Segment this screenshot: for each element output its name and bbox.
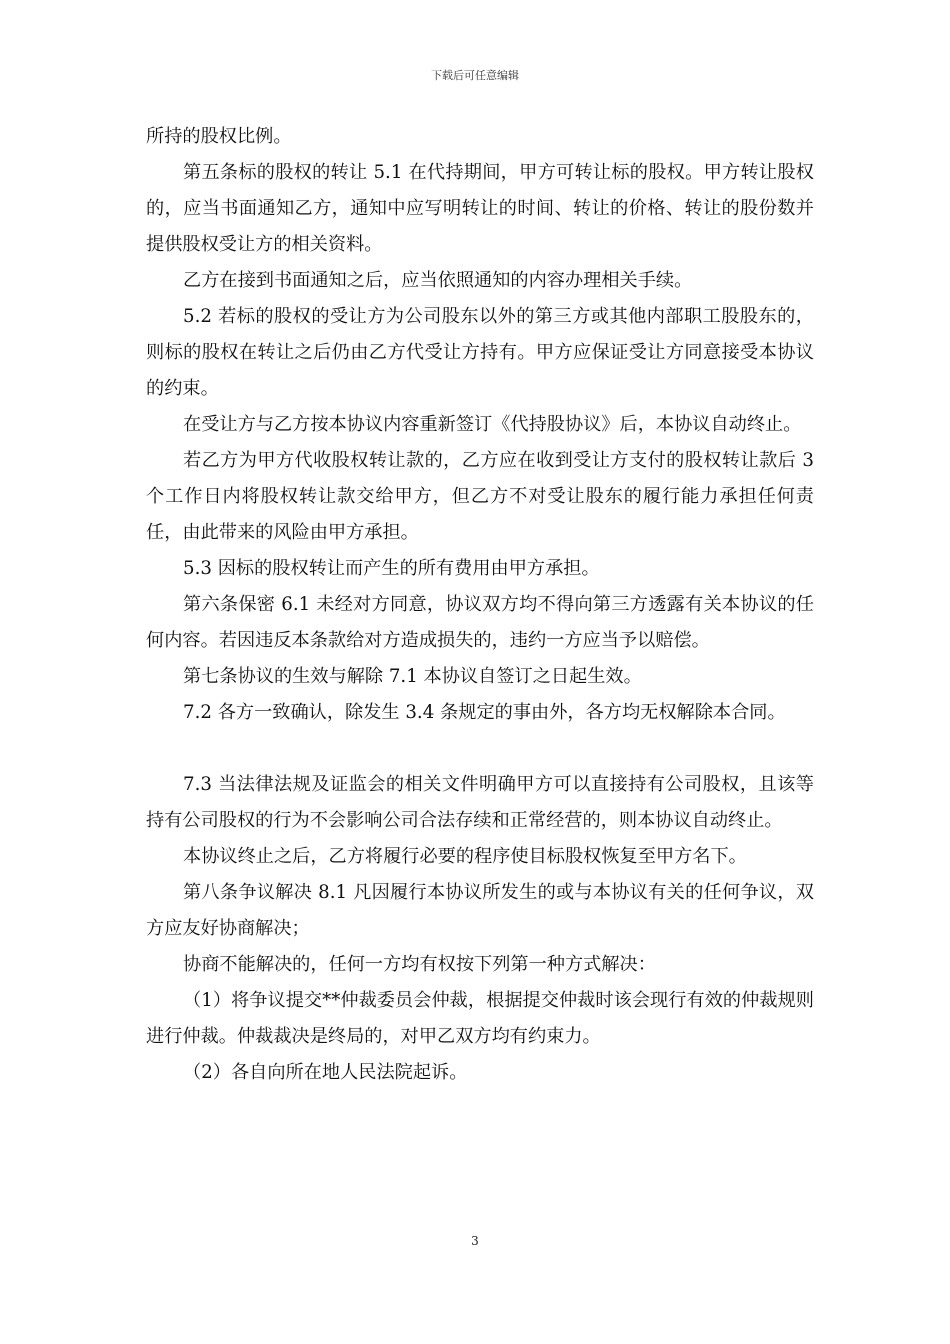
document-body [146,119,814,1091]
paragraph: 7.2 各方一致确认，除发生 3.4 条规定的事由外，各方均无权解除本合同。 [183,702,786,723]
paragraph: 第六条保密 6.1 未经对方同意，协议双方均不得向第三方透露有关本协议的任何内容。若因违反本条款给对方造成损失的，违约一方应当予以赔偿。 [146,594,814,651]
paragraph: 5.3 因标的股权转让而产生的所有费用由甲方承担。 [183,558,600,579]
paragraph: 所持的股权比例。 [146,126,292,147]
page-number: 3 [471,1234,479,1248]
paragraph: （1）将争议提交**仲裁委员会仲裁，根据提交仲裁时该会现行有效的仲裁规则进行仲裁。仲裁裁决是终局的，对甲乙双方均有约束力。 [146,990,814,1047]
blank-line [146,731,814,767]
paragraph: 第七条协议的生效与解除 7.1 本协议自签订之日起生效。 [183,666,642,687]
paragraph: （2）各自向所在地人民法院起诉。 [183,1062,468,1083]
paragraph: 5.2 若标的股权的受让方为公司股东以外的第三方或其他内部职工股股东的，则标的股权在转让之后仍由乙方代受让方持有。甲方应保证受让方同意接受本协议的约束。 [146,306,814,399]
paragraph: 若乙方为甲方代收股权转让款的，乙方应在收到受让方支付的股权转让款后 3 个工作日内将股权转让款交给甲方，但乙方不对受让股东的履行能力承担任何责任，由此带来的风险由甲方承担。 [146,450,814,543]
paragraph: 本协议终止之后，乙方将履行必要的程序使目标股权恢复至甲方名下。 [183,846,747,867]
paragraph: 乙方在接到书面通知之后，应当依照通知的内容办理相关手续。 [183,270,693,291]
page-header: 下载后可任意编辑 [431,69,519,82]
paragraph: 在受让方与乙方按本协议内容重新签订《代持股协议》后，本协议自动终止。 [183,414,802,435]
paragraph: 第八条争议解决 8.1 凡因履行本协议所发生的或与本协议有关的任何争议，双方应友好协商解决； [146,882,814,939]
paragraph: 7.3 当法律法规及证监会的相关文件明确甲方可以直接持有公司股权，且该等持有公司股权的行为不会影响公司合法存续和正常经营的，则本协议自动终止。 [146,774,814,831]
paragraph: 协商不能解决的，任何一方均有权按下列第一种方式解决： [183,954,656,975]
paragraph: 第五条标的股权的转让 5.1 在代持期间，甲方可转让标的股权。甲方转让股权的，应当书面通知乙方，通知中应写明转让的时间、转让的价格、转让的股份数并提供股权受让方的相关资料。 [146,162,814,255]
